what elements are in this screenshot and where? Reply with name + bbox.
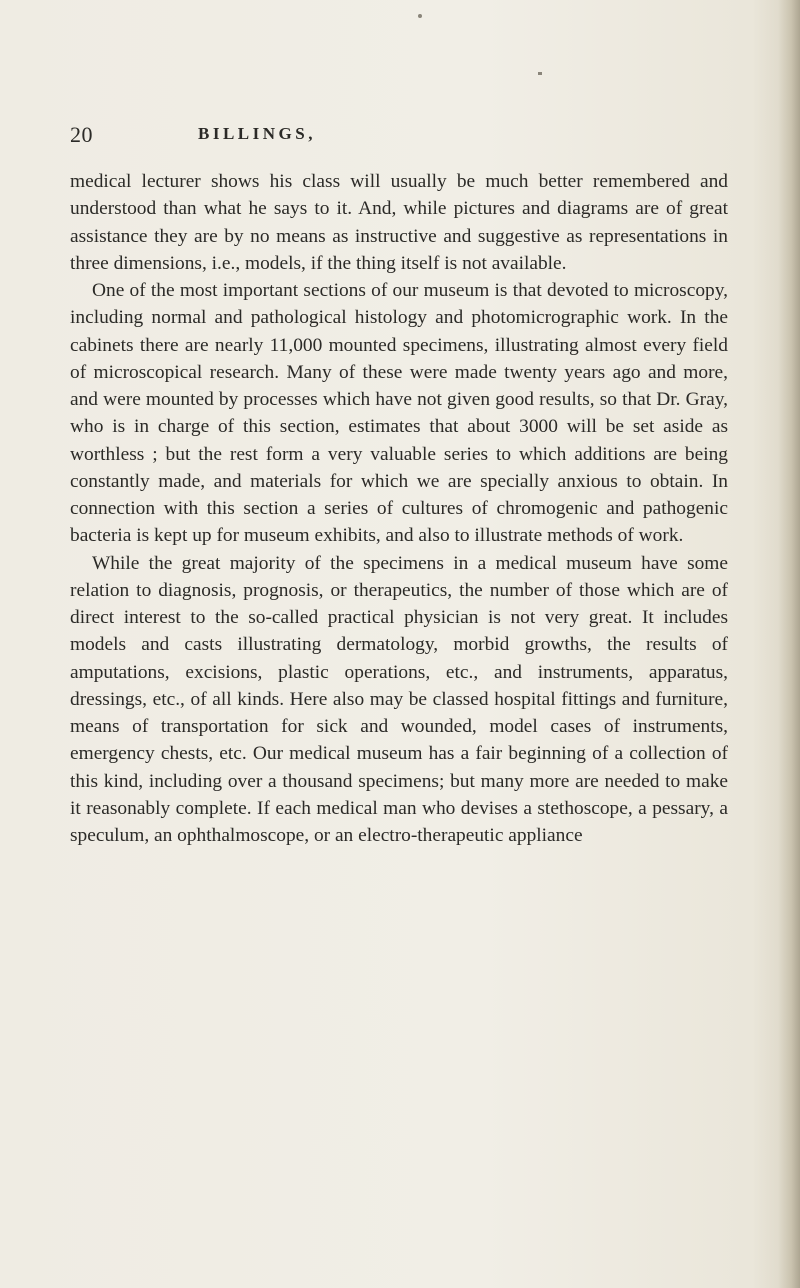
- printing-speck: [418, 14, 422, 18]
- page-number: 20: [70, 122, 93, 147]
- running-head: BILLINGS,: [198, 124, 316, 143]
- body-text: [70, 168, 728, 849]
- printing-speck: [538, 72, 542, 75]
- paragraph-microscopy: One of the most important sections of our museum is that devoted to microscopy, including normal and pathological histology and photomicrographic work. In the cabinets there are nearly 11,000 mounted specimens, illustrating almost every field of microscopical research. Many of these were made twenty years ago and more, and were mounted by processes which have not given good results, so that Dr. Gray, who is in charge of this section, estimates that about 3000 will be set aside as worthless ; but the rest form a very valuable series to which additions are being constantly made, and materials for which we are specially anxious to obtain. In connection with this section a series of cultures of chromogenic and pathogenic bacteria is kept up for museum exhibits, and also to illustrate methods of work.: [70, 280, 728, 547]
- paragraph-continued: medical lecturer shows his class will usually be much better remembered and understood than what he says to it. And, while pictures and diagrams are of great assistance they are by no means as instructive and suggestive as representations in three dimensions, i.e., models, if the thing itself is not available.: [70, 171, 728, 274]
- page-edge-shadow: [778, 0, 800, 1288]
- paragraph-practical-physician: While the great majority of the specimens in a medical museum have some relation to diagnosis, prognosis, or therapeutics, the number of those which are of direct interest to the so-called practical physician is not very great. It includes models and casts illustrating dermatology, morbid growths, the results of amputations, excisions, plastic operations, etc., and instruments, apparatus, dressings, etc., of all kinds. Here also may be classed hospital fittings and furniture, means of transportation for sick and wounded, model cases of instruments, emergency chests, etc. Our medical museum has a fair beginning of a collection of this kind, including over a thousand specimens; but many more are needed to make it reasonably complete. If each medical man who devises a stethoscope, a pessary, a speculum, an ophthalmoscope, or an electro-therapeutic appliance: [70, 552, 728, 846]
- page-header: [70, 122, 730, 152]
